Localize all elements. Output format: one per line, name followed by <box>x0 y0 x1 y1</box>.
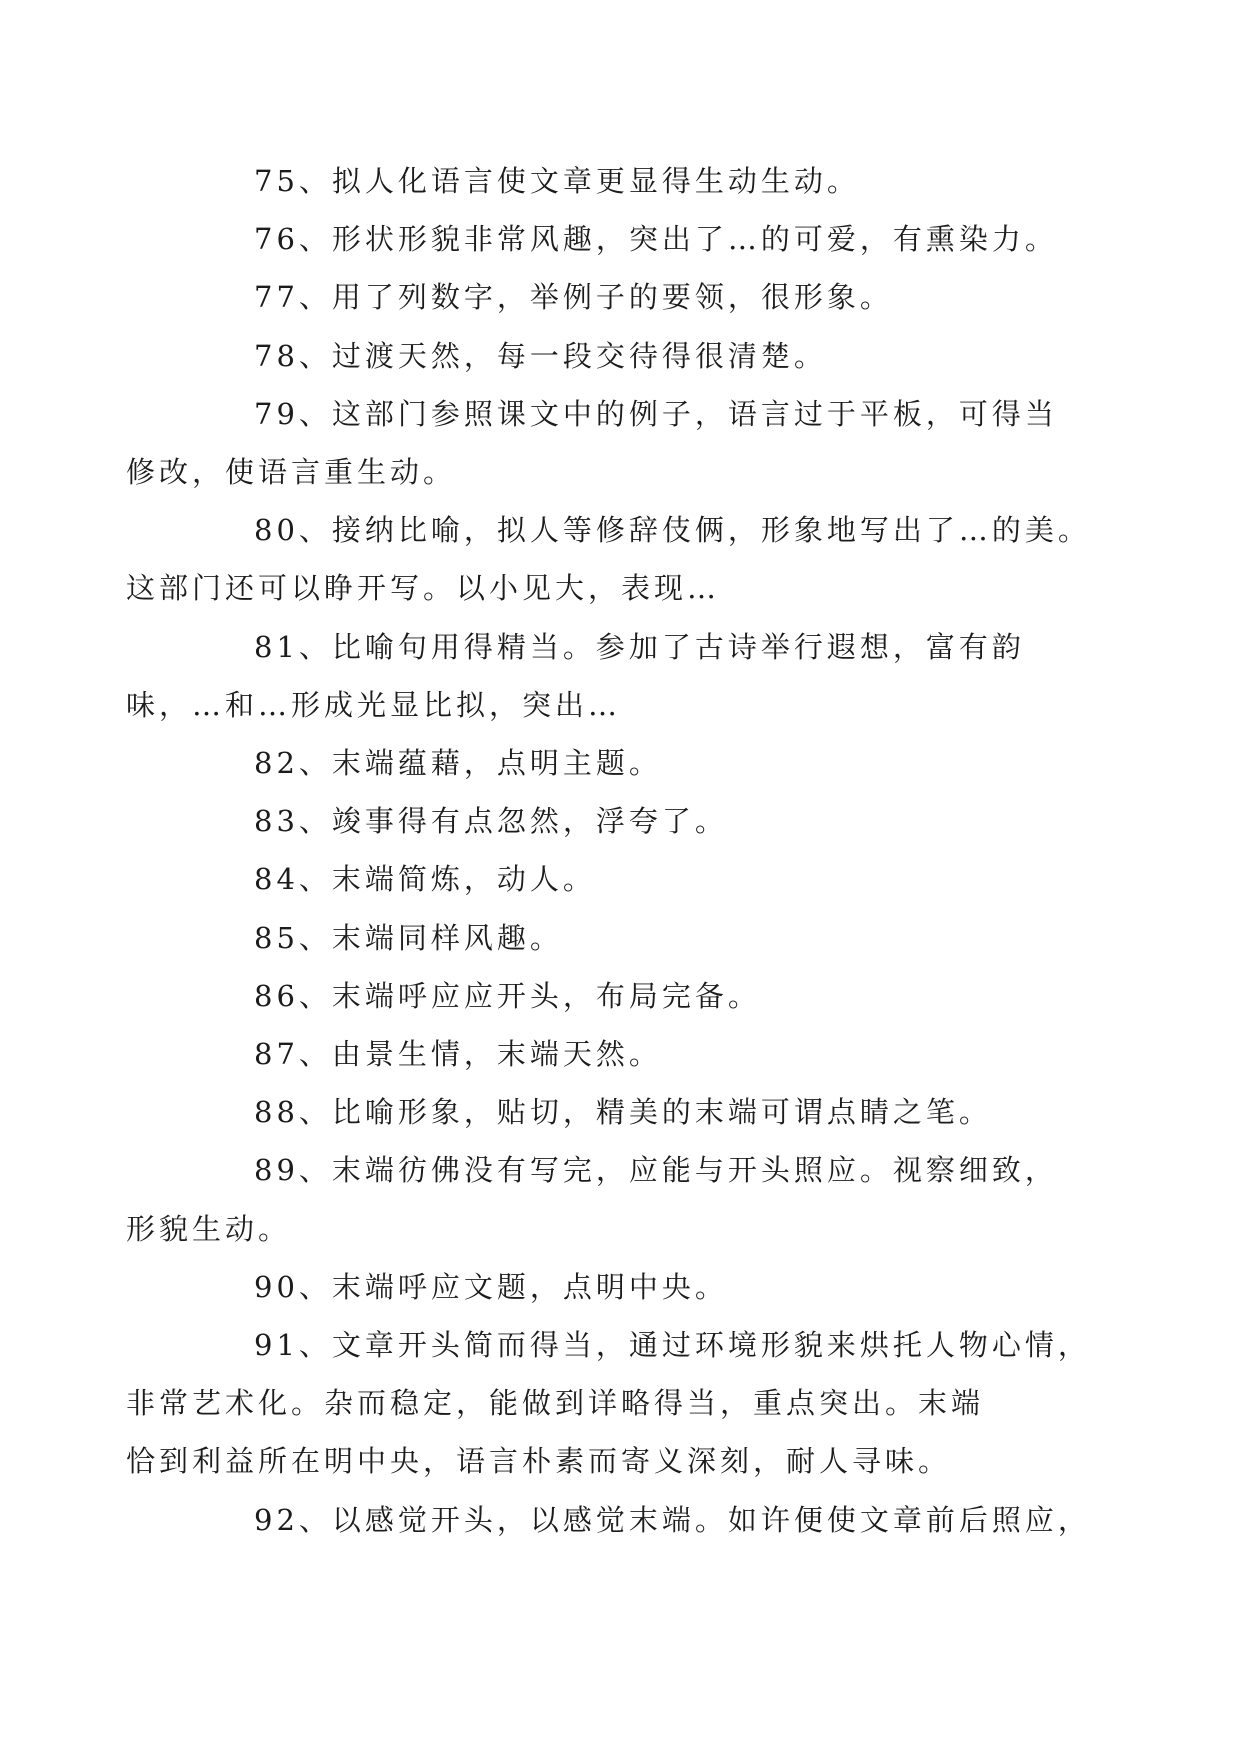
paragraph-line: 80、接纳比喻，拟人等修辞伎俩，形象地写出了…的美。 <box>254 513 1091 548</box>
paragraph-line: 81、比喻句用得精当。参加了古诗举行遐想，富有韵 <box>254 629 1025 664</box>
paragraph <box>190 850 1060 908</box>
paragraph <box>190 734 1060 792</box>
paragraph <box>190 268 1060 326</box>
paragraph-line: 这部门还可以睁开写。以小见大，表现… <box>126 571 721 606</box>
paragraph-line: 形貌生动。 <box>126 1211 292 1246</box>
paragraph <box>190 1258 1060 1316</box>
paragraph-line: 恰到利益所在明中央，语言朴素而寄义深刻，耐人寻味。 <box>126 1444 952 1479</box>
paragraph-line: 83、竣事得有点忽然，浮夸了。 <box>254 804 728 839</box>
paragraph <box>190 967 1060 1025</box>
paragraph <box>190 792 1060 850</box>
paragraph-line: 78、过渡天然，每一段交待得很清楚。 <box>254 338 827 373</box>
paragraph <box>126 1316 1091 1491</box>
paragraph <box>126 618 1060 734</box>
paragraph-line: 82、末端蕴藉，点明主题。 <box>254 746 662 781</box>
paragraph-line: 91、文章开头简而得当，通过环境形貌来烘托人物心情， <box>254 1328 1091 1363</box>
paragraph <box>190 909 1060 967</box>
paragraph-line: 修改，使语言重生动。 <box>126 455 457 490</box>
paragraph-line: 85、末端同样风趣。 <box>254 920 563 955</box>
document-body <box>126 152 1091 1549</box>
paragraph-line: 77、用了列数字，举例子的要领，很形象。 <box>254 280 893 315</box>
paragraph-line: 87、由景生情，末端天然。 <box>254 1037 662 1072</box>
paragraph-line: 非常艺术化。杂而稳定，能做到详略得当，重点突出。末端 <box>126 1386 985 1421</box>
paragraph-line: 76、形状形貌非常风趣，突出了…的可爱，有熏染力。 <box>254 222 1058 257</box>
paragraph-line: 92、以感觉开头，以感觉末端。如许便使文章前后照应， <box>254 1502 1091 1537</box>
paragraph-line: 味，…和…形成光显比拟，突出… <box>126 687 622 722</box>
paragraph-line: 90、末端呼应文题，点明中央。 <box>254 1269 728 1304</box>
paragraph <box>190 327 1060 385</box>
paragraph-line: 79、这部门参照课文中的例子，语言过于平板，可得当 <box>254 396 1058 431</box>
paragraph-line: 75、拟人化语言使文章更显得生动生动。 <box>254 164 860 198</box>
paragraph <box>190 1025 1060 1083</box>
paragraph <box>190 1083 1060 1141</box>
paragraph-line: 86、末端呼应应开头，布局完备。 <box>254 978 761 1013</box>
paragraph <box>190 1491 1091 1549</box>
paragraph <box>126 1141 1060 1257</box>
paragraph <box>126 385 1060 501</box>
paragraph-line: 84、末端简炼，动人。 <box>254 862 596 897</box>
paragraph-line: 88、比喻形象，贴切，精美的末端可谓点睛之笔。 <box>254 1095 992 1130</box>
paragraph <box>190 152 1060 210</box>
paragraph <box>190 210 1060 268</box>
paragraph-line: 89、末端彷佛没有写完，应能与开头照应。视察细致， <box>254 1153 1058 1188</box>
paragraph <box>126 501 1091 617</box>
